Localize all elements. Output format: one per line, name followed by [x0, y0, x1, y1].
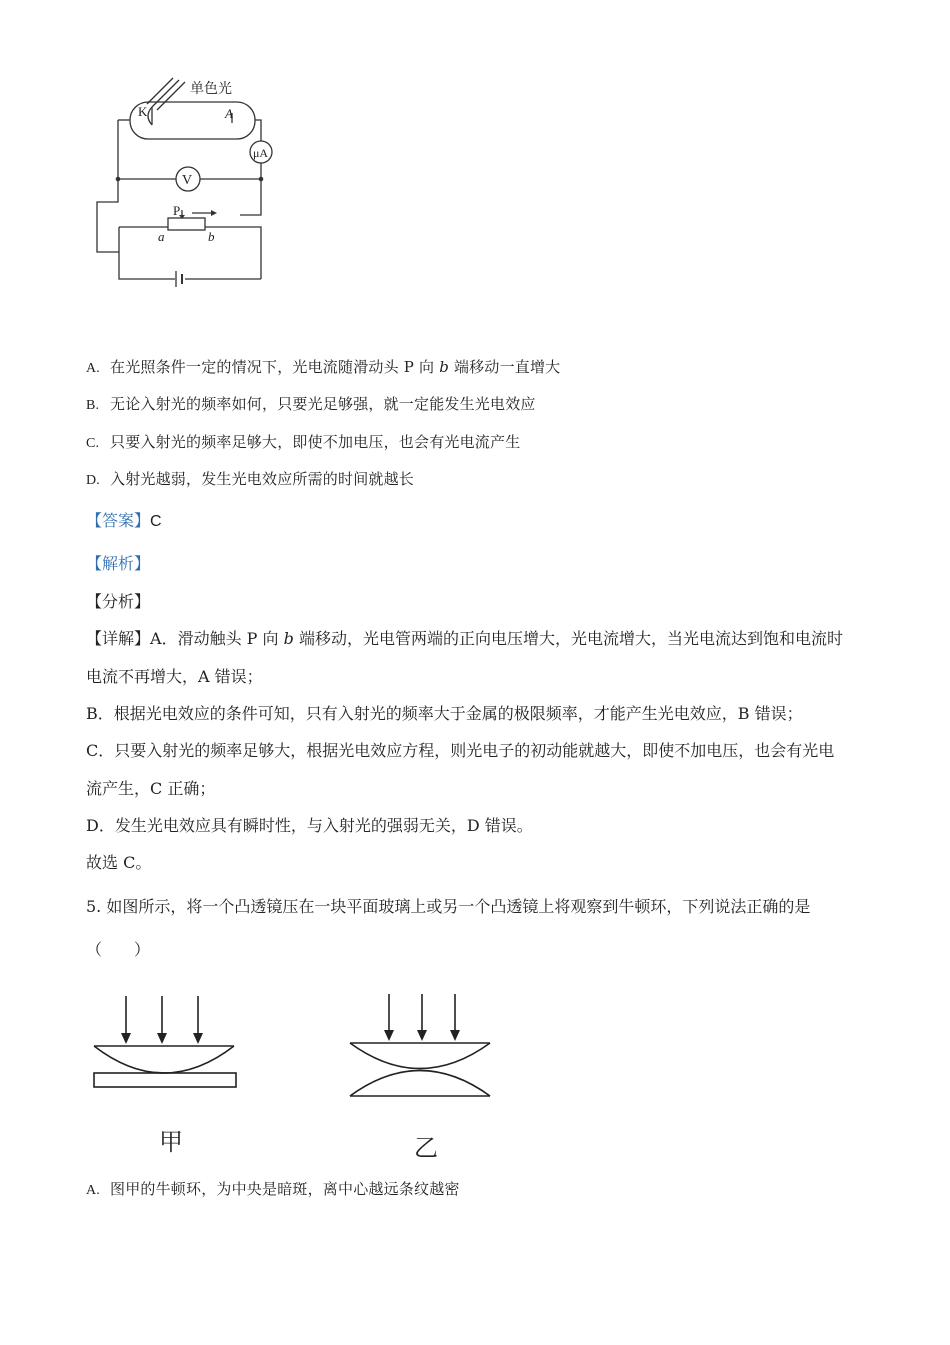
option-a: A. 在光照条件一定的情况下，光电流随滑动头 P 向 b 端移动一直增大: [86, 358, 561, 376]
detail-line-4: C．只要入射光的频率足够大，根据光电效应方程，则光电子的初动能就越大，即使不加电压，也会有光电: [86, 741, 835, 760]
detail-line-6: D．发生光电效应具有瞬时性，与入射光的强弱无关，D 错误。: [86, 816, 533, 835]
cathode-label: K: [138, 104, 148, 119]
fenxi-tag: 【分析】: [86, 592, 151, 611]
light-label: 单色光: [190, 82, 232, 97]
fig-caption-jia: 甲: [159, 1128, 183, 1156]
answer-tag: 【答案】: [86, 511, 151, 530]
analysis-tag: 【解析】: [86, 554, 151, 573]
photoelectric-circuit-diagram: [90, 75, 290, 290]
q5-paren: （ ）: [86, 940, 151, 959]
answer-line: [86, 511, 162, 532]
newton-ring-figure-jia: [88, 990, 248, 1090]
answer-value: C: [150, 513, 162, 530]
anode-label: A: [225, 106, 233, 121]
q5-stem: 5. 如图所示，将一个凸透镜压在一块平面玻璃上或另一个凸透镜上将观察到牛顿环，下列说法正确的是: [86, 897, 811, 916]
option-d: D. 入射光越弱，发生光电效应所需的时间就越长: [86, 470, 415, 488]
option-c: C. 只要入射光的频率足够大，即使不加电压，也会有光电流产生: [86, 433, 521, 451]
end-a-label: a: [158, 229, 165, 244]
detail-line-5: 流产生，C 正确；: [86, 779, 216, 798]
detail-line-3: B．根据光电效应的条件可知，只有入射光的频率大于金属的极限频率，才能产生光电效应，B 错误；: [86, 704, 803, 723]
microammeter-label: μA: [253, 146, 269, 160]
fig-caption-yi: 乙: [414, 1134, 438, 1162]
slider-label: P: [173, 203, 181, 218]
detail-line-2: 电流不再增大，A 错误；: [86, 667, 263, 686]
detail-line-1: 【详解】A．滑动触头 P 向 b 端移动，光电管两端的正向电压增大，光电流增大，当光电流达到饱和电流时: [86, 629, 843, 648]
newton-ring-figure-yi: [345, 988, 495, 1100]
end-b-label: b: [208, 229, 215, 244]
q5-option-a: A. 图甲的牛顿环，为中央是暗斑，离中心越远条纹越密: [86, 1180, 460, 1198]
option-b: B. 无论入射光的频率如何，只要光足够强，就一定能发生光电效应: [86, 395, 536, 413]
voltmeter-label: V: [182, 173, 193, 188]
detail-line-7: 故选 C。: [86, 853, 152, 872]
